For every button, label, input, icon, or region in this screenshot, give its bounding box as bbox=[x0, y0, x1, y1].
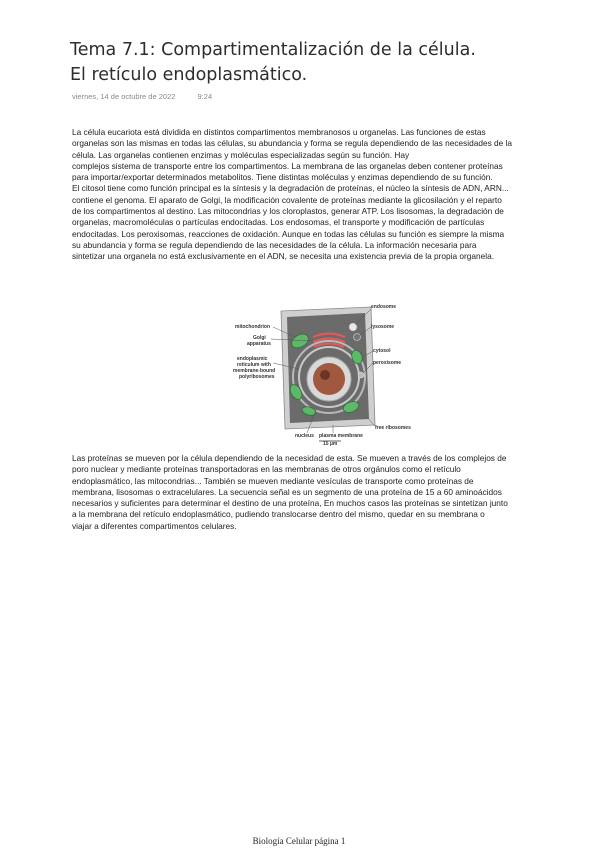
label-free-ribosomes: free ribosomes bbox=[375, 425, 411, 431]
paragraph-line: organelas son las mismas en todas las células, su abundancia y forma se regula dependiendo de las necesidades de la bbox=[72, 138, 513, 149]
cell-diagram bbox=[233, 297, 411, 447]
paragraph-line: La célula eucariota está dividida en distintos compartimentos membranosos u organelas. Las funciones de estas bbox=[72, 127, 486, 137]
label-mitochondrion: mitochondrion bbox=[235, 324, 270, 330]
paragraph-line: sintetizar una organela no está exclusivamente en el ADN, se necesita una existencia previa de la propia organela. bbox=[72, 251, 495, 262]
label-endosome: endosome bbox=[371, 304, 397, 310]
page-footer: Biología Celular página 1 bbox=[252, 836, 346, 846]
label-golgi: Golgi bbox=[253, 335, 266, 341]
label-cytosol: cytosol bbox=[373, 348, 391, 354]
nucleolus-shape bbox=[320, 370, 330, 380]
lysosome-shape bbox=[354, 334, 361, 341]
page-meta bbox=[72, 92, 212, 101]
label-peroxisome: peroxisome bbox=[373, 360, 402, 366]
paragraph-line: célula. Las organelas contienen enzimas y moléculas especializadas según su función. Hay bbox=[72, 149, 410, 160]
nucleus-shape bbox=[313, 363, 345, 395]
label-nucleus: nucleus bbox=[295, 433, 314, 439]
paragraph-line: complejos sistema de transporte entre los compartimentos. La membrana de las organelas deben contener proteínas bbox=[72, 160, 503, 171]
label-lysosome: lysosome bbox=[371, 324, 395, 330]
paragraph-line: de los compartimentos al destino. Las mitocondrias y los cloroplastos, generar ATP. Los lisosomas, la degradación de bbox=[72, 206, 504, 217]
page-title bbox=[70, 38, 570, 88]
paragraph-line: endoplasmático, las mitocondrias... También se mueven mediante vesículas de transporte como proteínas de bbox=[72, 475, 474, 486]
paragraph-line: su abundancia y forma se regula dependiendo de las necesidades de la célula. La información necesaria para bbox=[72, 239, 477, 250]
paragraph-line: viajar a diferentes compartimentos celulares. bbox=[72, 520, 237, 531]
paragraph-line: Las proteínas se mueven por la célula dependiendo de la necesidad de esta. Se mueven a través de los complejos de bbox=[72, 453, 507, 463]
paragraph-line: para importar/exportar determinados metabolitos. Tiene distintas moléculas y enzimas dependiendo de su función. bbox=[72, 172, 493, 183]
page-time: 9:24 bbox=[197, 92, 213, 101]
label-er: reticulum with bbox=[237, 362, 271, 368]
label-er: endoplasmic bbox=[237, 356, 268, 362]
paragraph-line: membrana, lisosomas o extracelulares. La secuencia señal es un segmento de una proteína de 15 a 60 aminoácidos bbox=[72, 486, 502, 497]
paragraph-line: poro nuclear y mediante proteínas transportadoras en las membranas de otros orgánulos como el retículo bbox=[72, 464, 461, 475]
title-line-2: El retículo endoplasmático. bbox=[70, 65, 308, 85]
cell-diagram-svg bbox=[233, 297, 411, 447]
paragraph-intro bbox=[72, 127, 578, 263]
label-golgi: apparatus bbox=[247, 341, 271, 347]
page-date: viernes, 14 de octubre de 2022 bbox=[72, 92, 176, 101]
label-er: polyribosomes bbox=[239, 374, 275, 380]
label-scale: 15 µm bbox=[323, 441, 338, 447]
paragraph-line: endocitadas. Los peroxisomas, reacciones de oxidación. Aunque en todas las células su función es siempre la misma bbox=[72, 228, 505, 239]
label-plasma-membrane: plasma membrane bbox=[319, 433, 363, 439]
paragraph-line: contiene el genoma. El aparato de Golgi, la modificación covalente de proteínas mediante la glicosilación y el reparto bbox=[72, 194, 502, 205]
paragraph-line: necesarios y suficientes para determinar el destino de una proteína, En muchos casos las proteínas se sintetizan junto bbox=[72, 498, 508, 509]
paragraph-line: a la membrana del retículo endoplasmático, pudiendo translocarse dentro del mismo, quedar en su membrana o bbox=[72, 509, 485, 520]
paragraph-line: El citosol tiene como función principal es la síntesis y la degradación de proteínas, el núcleo la síntesis de ADN, ARN... bbox=[72, 183, 509, 194]
label-er: membrane-bound bbox=[233, 368, 276, 374]
title-line-1: Tema 7.1: Compartimentalización de la célula. bbox=[70, 40, 476, 60]
paragraph-line: organelas, macromoléculas o partículas endocitadas. Los endosomas, el transporte y modificación de partículas bbox=[72, 217, 485, 228]
paragraph-transport bbox=[72, 453, 578, 532]
